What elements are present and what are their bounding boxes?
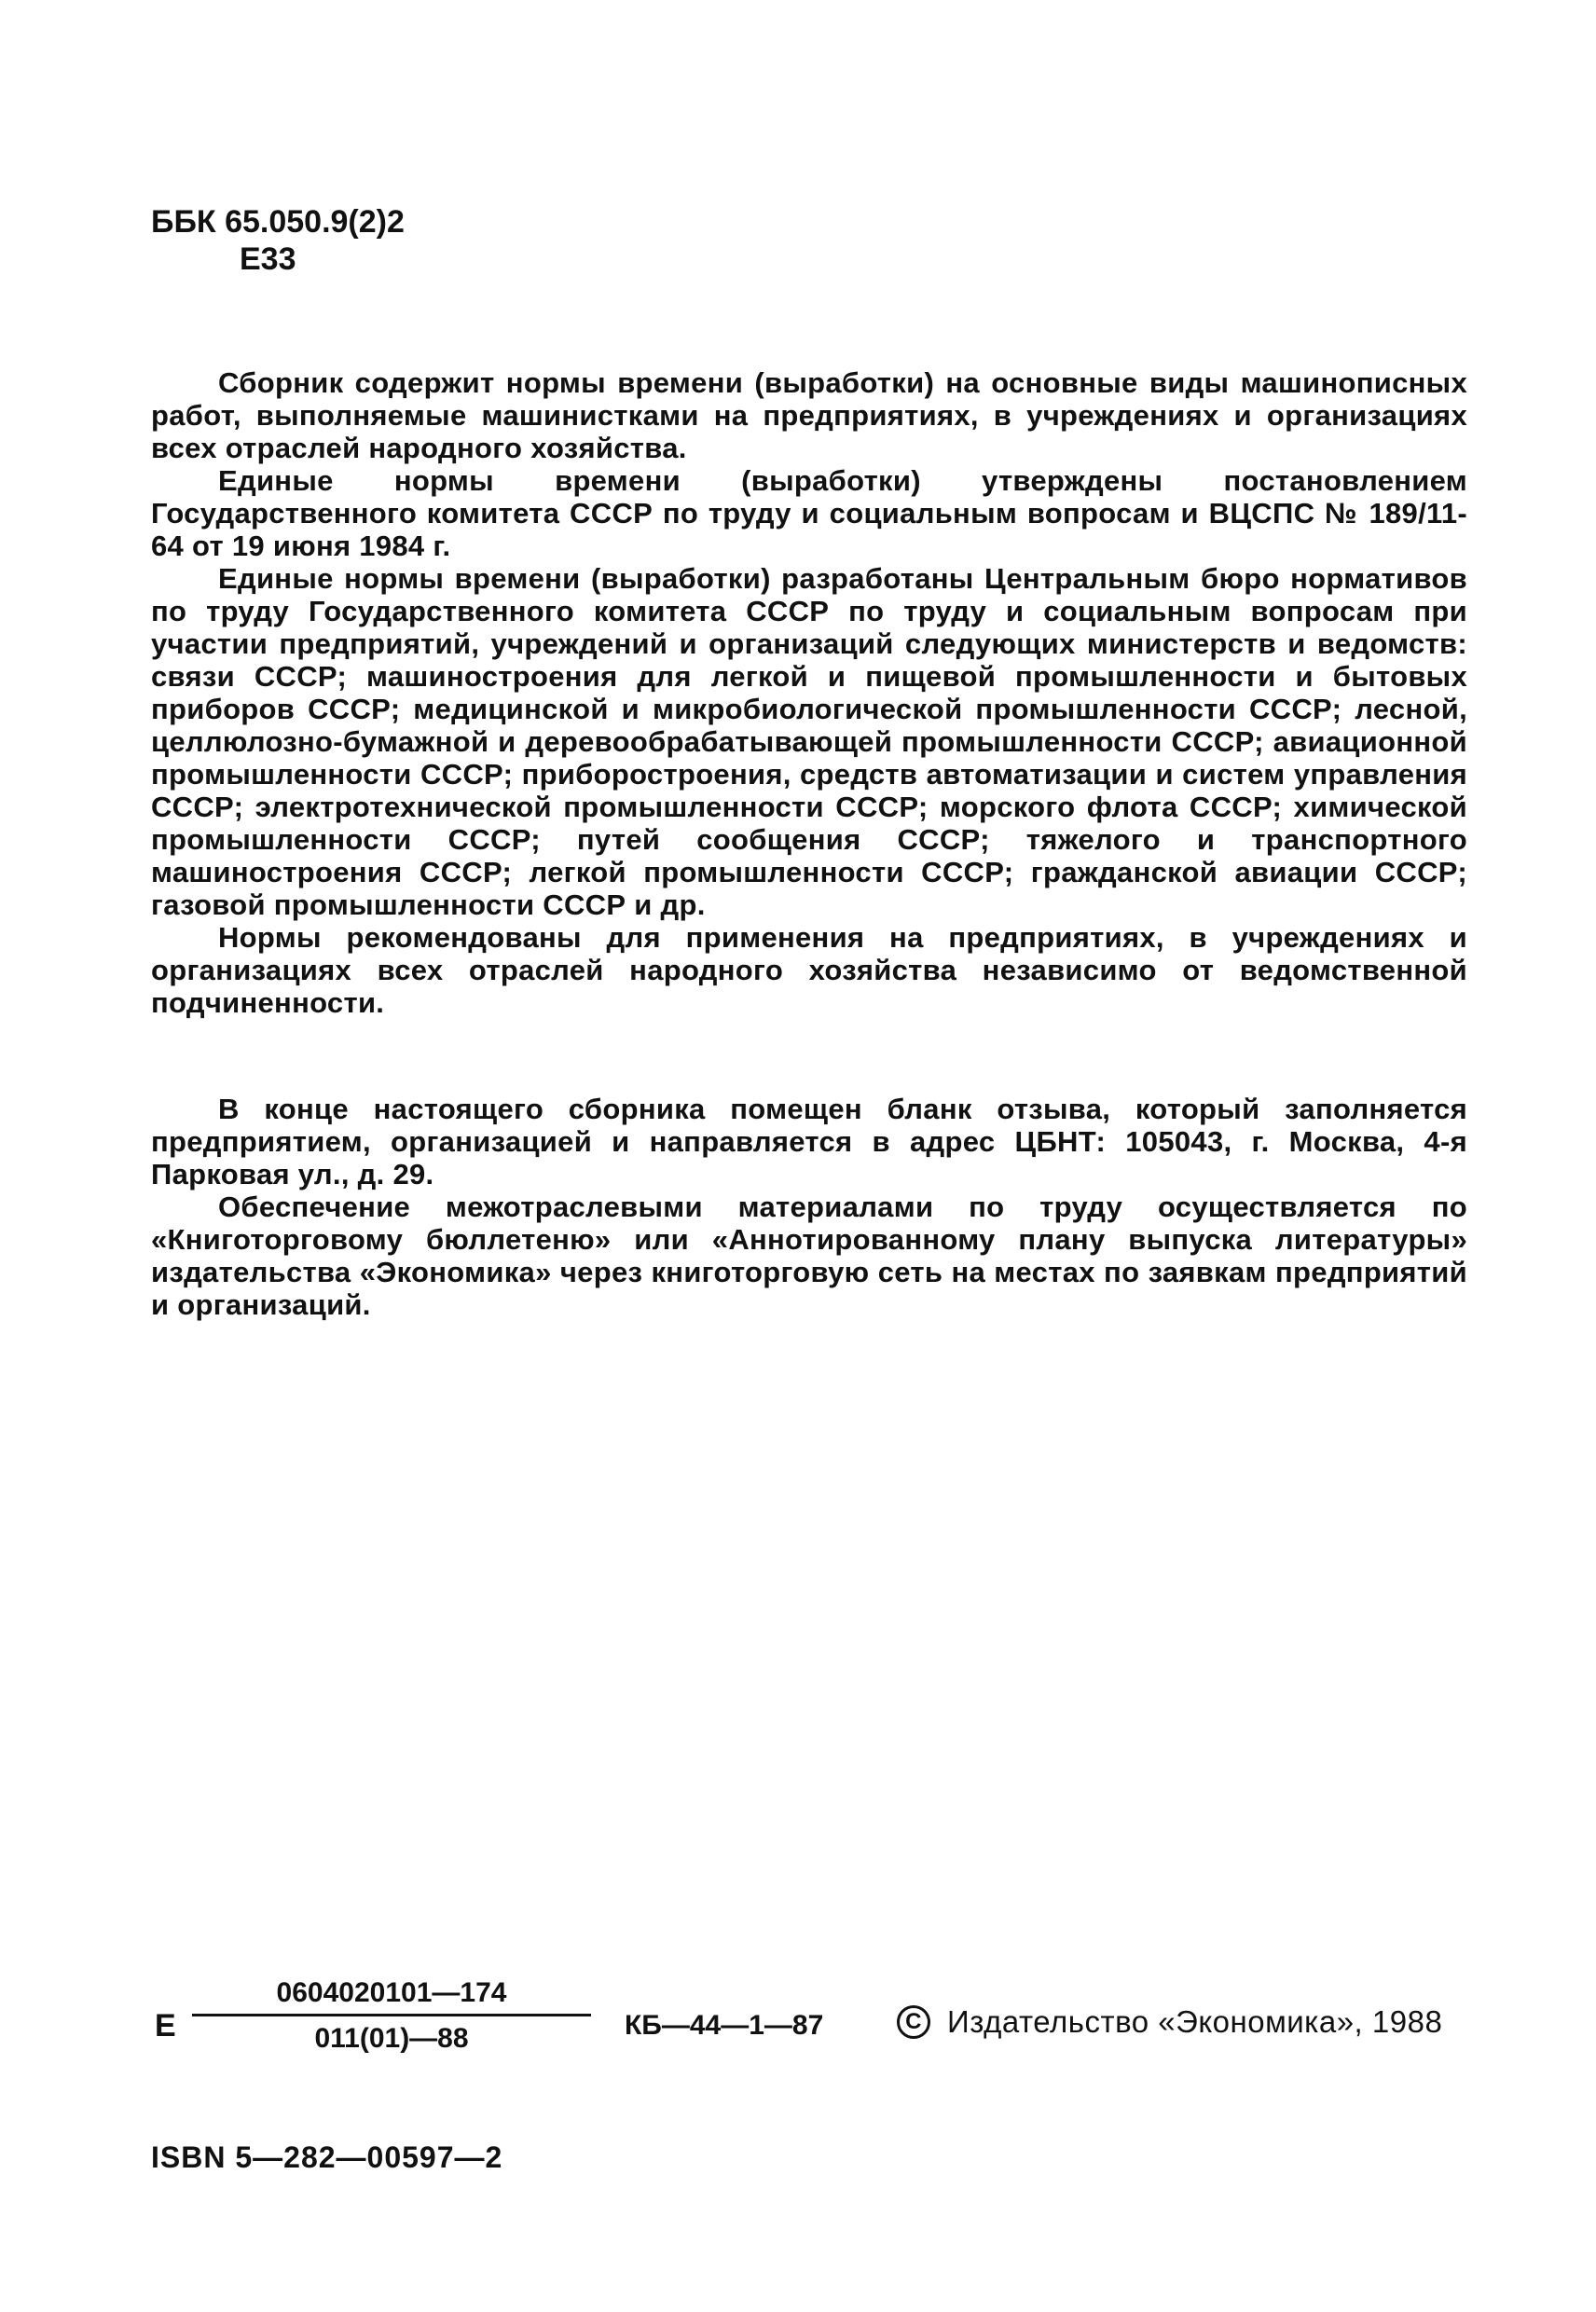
- annotation-paragraph-2: Единые нормы времени (выработки) утверждены постановлением Государственного комитета СССР по труду и социальным вопросам и ВЦСПС № 189/11-64 от 19 июня 1984 г.: [151, 464, 1467, 562]
- kb-code: КБ—44—1—87: [625, 2010, 824, 2041]
- copyright-icon: C: [897, 2005, 930, 2039]
- annotation-paragraph-3: Единые нормы времени (выработки) разработаны Центральным бюро нормативов по труду Государственного комитета СССР по труду и социальным вопросам при участии предприятий, учреждений и организаций следующих министерств и ведомств: связи СССР; машиностроения для легкой и пищевой промышленности и бытовых приборов СССР; медицинской и микробиологической промышленности СССР; лесной, целлюлозно-бумажной и деревообрабатывающей промышленности СССР; авиационной промышленности СССР; приборостроения, средств автоматизации и систем управления СССР; электротехнической промышленности СССР; морского флота СССР; химической промышленности СССР; путей сообщения СССР; тяжелого и транспортного машиностроения СССР; легкой промышленности СССР; гражданской авиации СССР; газовой промышленности СССР и др.: [151, 562, 1467, 921]
- fraction-line: [192, 2014, 591, 2016]
- bbk-code: ББК 65.050.9(2)2: [151, 204, 405, 240]
- isbn-number: ISBN 5—282—00597—2: [151, 2140, 503, 2174]
- fraction-numerator: 0604020101—174: [276, 1977, 507, 2008]
- copyright-notice: [897, 2004, 1442, 2040]
- feedback-block: [151, 1093, 1467, 1321]
- imprint-e-letter: Е: [155, 2008, 176, 2044]
- feedback-paragraph-2: Обеспечение межотраслевыми материалами по труду осуществляется по «Книготорговому бюллетеню» или «Аннотированному плану выпуска литературы» издательства «Экономика» через книготорговую сеть на местах по заявкам предприятий и организаций.: [151, 1190, 1467, 1321]
- copyright-text: Издательство «Экономика», 1988: [947, 2004, 1443, 2039]
- fraction-denominator: 011(01)—88: [314, 2023, 469, 2054]
- imprint-block: [151, 1975, 1467, 2124]
- annotation-block: [151, 366, 1467, 1019]
- annotation-paragraph-4: Нормы рекомендованы для применения на предприятиях, в учреждениях и организациях всех отраслей народного хозяйства независимо от ведомственной подчиненности.: [151, 921, 1467, 1019]
- author-sign-code: Е33: [240, 241, 296, 277]
- imprint-fraction: [192, 1975, 591, 2057]
- bbk-classification: [151, 203, 405, 278]
- annotation-paragraph-1: Сборник содержит нормы времени (выработки) на основные виды машинописных работ, выполняемые машинистками на предприятиях, в учреждениях и организациях всех отраслей народного хозяйства.: [151, 366, 1467, 464]
- feedback-paragraph-1: В конце настоящего сборника помещен бланк отзыва, который заполняется предприятием, организацией и направляется в адрес ЦБНТ: 105043, г. Москва, 4-я Парковая ул., д. 29.: [151, 1093, 1467, 1190]
